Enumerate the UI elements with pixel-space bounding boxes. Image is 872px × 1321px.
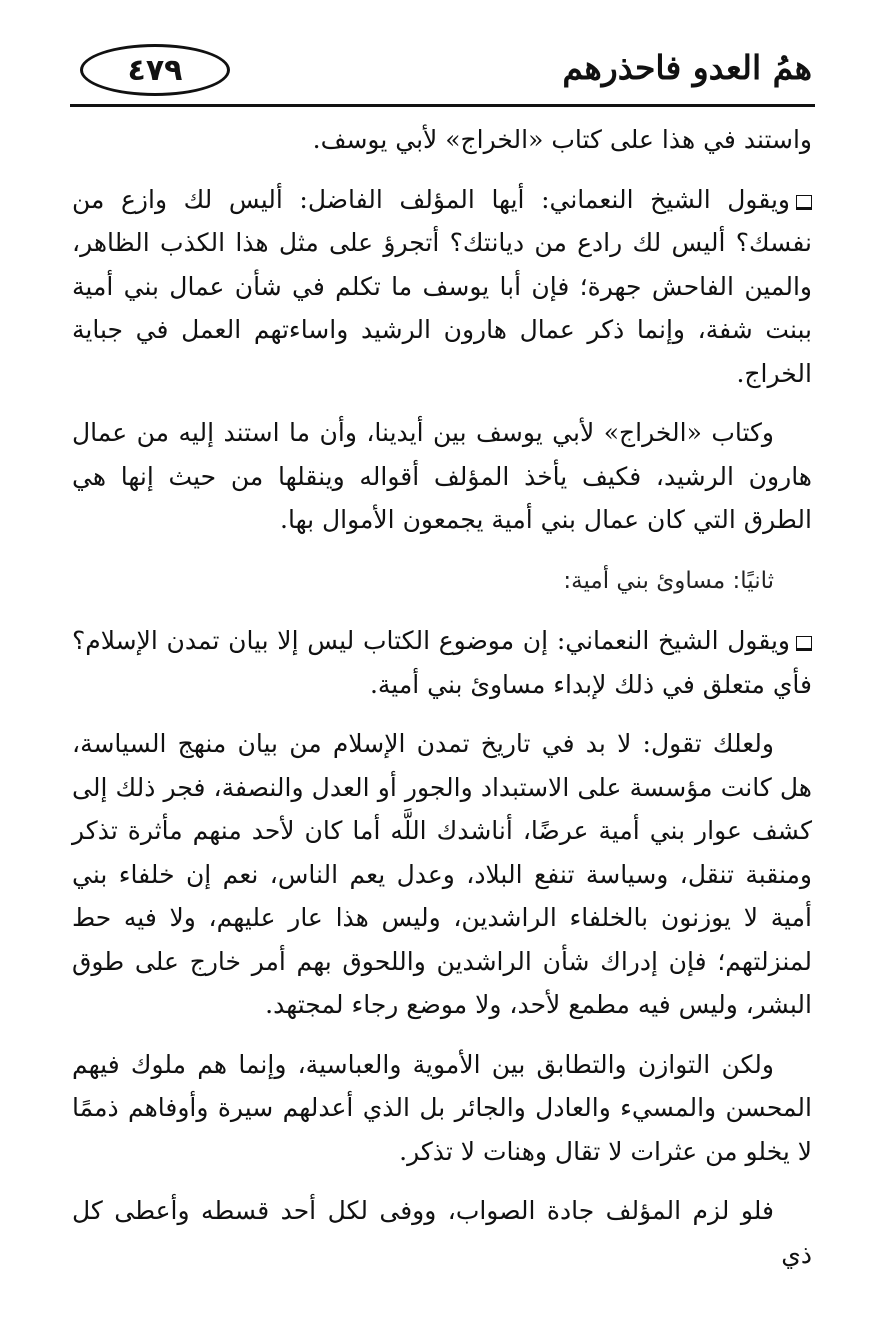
- paragraph-text: وكتاب «الخراج» لأبي يوسف بين أيدينا، وأن ما استند إليه من عمال هارون الرشيد، فكيف يأخذ المؤلف أقواله وينقلها من حيث إنها هي الطرق التي كان عمال بني أمية يجمعون الأموال بها.: [72, 418, 812, 534]
- paragraph: [72, 1189, 812, 1276]
- subheading-text: ثانيًا: مساوئ بني أمية:: [563, 567, 774, 594]
- page-header: [70, 40, 812, 102]
- paragraph: [72, 411, 812, 542]
- paragraph-text: واستند في هذا على كتاب «الخراج» لأبي يوسف.: [312, 125, 812, 154]
- paragraph-text: فلو لزم المؤلف جادة الصواب، ووفى لكل أحد قسطه وأعطى كل ذي: [72, 1196, 812, 1269]
- paragraph: [72, 1043, 812, 1174]
- running-title: همُ العدو فاحذرهم: [562, 48, 812, 87]
- paragraph-text: ولعلك تقول: لا بد في تاريخ تمدن الإسلام من بيان منهج السياسة، هل كانت مؤسسة على الاستبداد والجور أو العدل والنصفة، فجر ذلك إلى كشف عوار بني أمية عرضًا، أناشدك اللَّه أما كان لأحد منهم مأثرة تذكر ومنقبة تنقل، وسياسة تنفع البلاد، وعدل يعم الناس، نعم إن خلفاء بني أمية لا يوزنون بالخلفاء الراشدين، وليس هذا عار عليهم، ولا فيه حط لمنزلتهم؛ فإن إدراك شأن الراشدين واللحوق بهم أمر خارج على طوق البشر، وليس فيه مطمع لأحد، ولا موضع رجاء لمجتهد.: [72, 729, 812, 1019]
- section-subheading: [72, 558, 812, 604]
- paragraph: [72, 118, 812, 162]
- paragraph-text: ويقول الشيخ النعماني: إن موضوع الكتاب ليس إلا بيان تمدن الإسلام؟ فأي متعلق في ذلك لإبداء مساوئ بني أمية.: [72, 626, 812, 699]
- paragraph: [72, 619, 812, 706]
- page-number-badge: [80, 44, 230, 96]
- quote-marker-icon: [796, 636, 812, 651]
- header-rule: [70, 104, 815, 107]
- quote-marker-icon: [796, 195, 812, 210]
- paragraph: [72, 178, 812, 396]
- paragraph: [72, 722, 812, 1027]
- body-text: [72, 118, 812, 1292]
- page-number: ٤٧٩: [127, 52, 183, 88]
- paragraph-text: ولكن التوازن والتطابق بين الأموية والعباسية، وإنما هم ملوك فيهم المحسن والمسيء والعادل والجائر بل الذي أعدلهم سيرة وأوفاهم ذممًا لا يخلو من عثرات لا تقال وهنات لا تذكر.: [72, 1049, 812, 1166]
- paragraph-text: ويقول الشيخ النعماني: أيها المؤلف الفاضل: أليس لك وازع من نفسك؟ أليس لك رادع من ديانتك؟ أتجرؤ على مثل هذا الكذب الظاهر، والمين الفاحش جهرة؛ فإن أبا يوسف ما تكلم في شأن عمال بني أمية ببنت شفة، وإنما ذكر عمال هارون الرشيد واساءتهم العمل في جباية الخراج.: [72, 184, 812, 388]
